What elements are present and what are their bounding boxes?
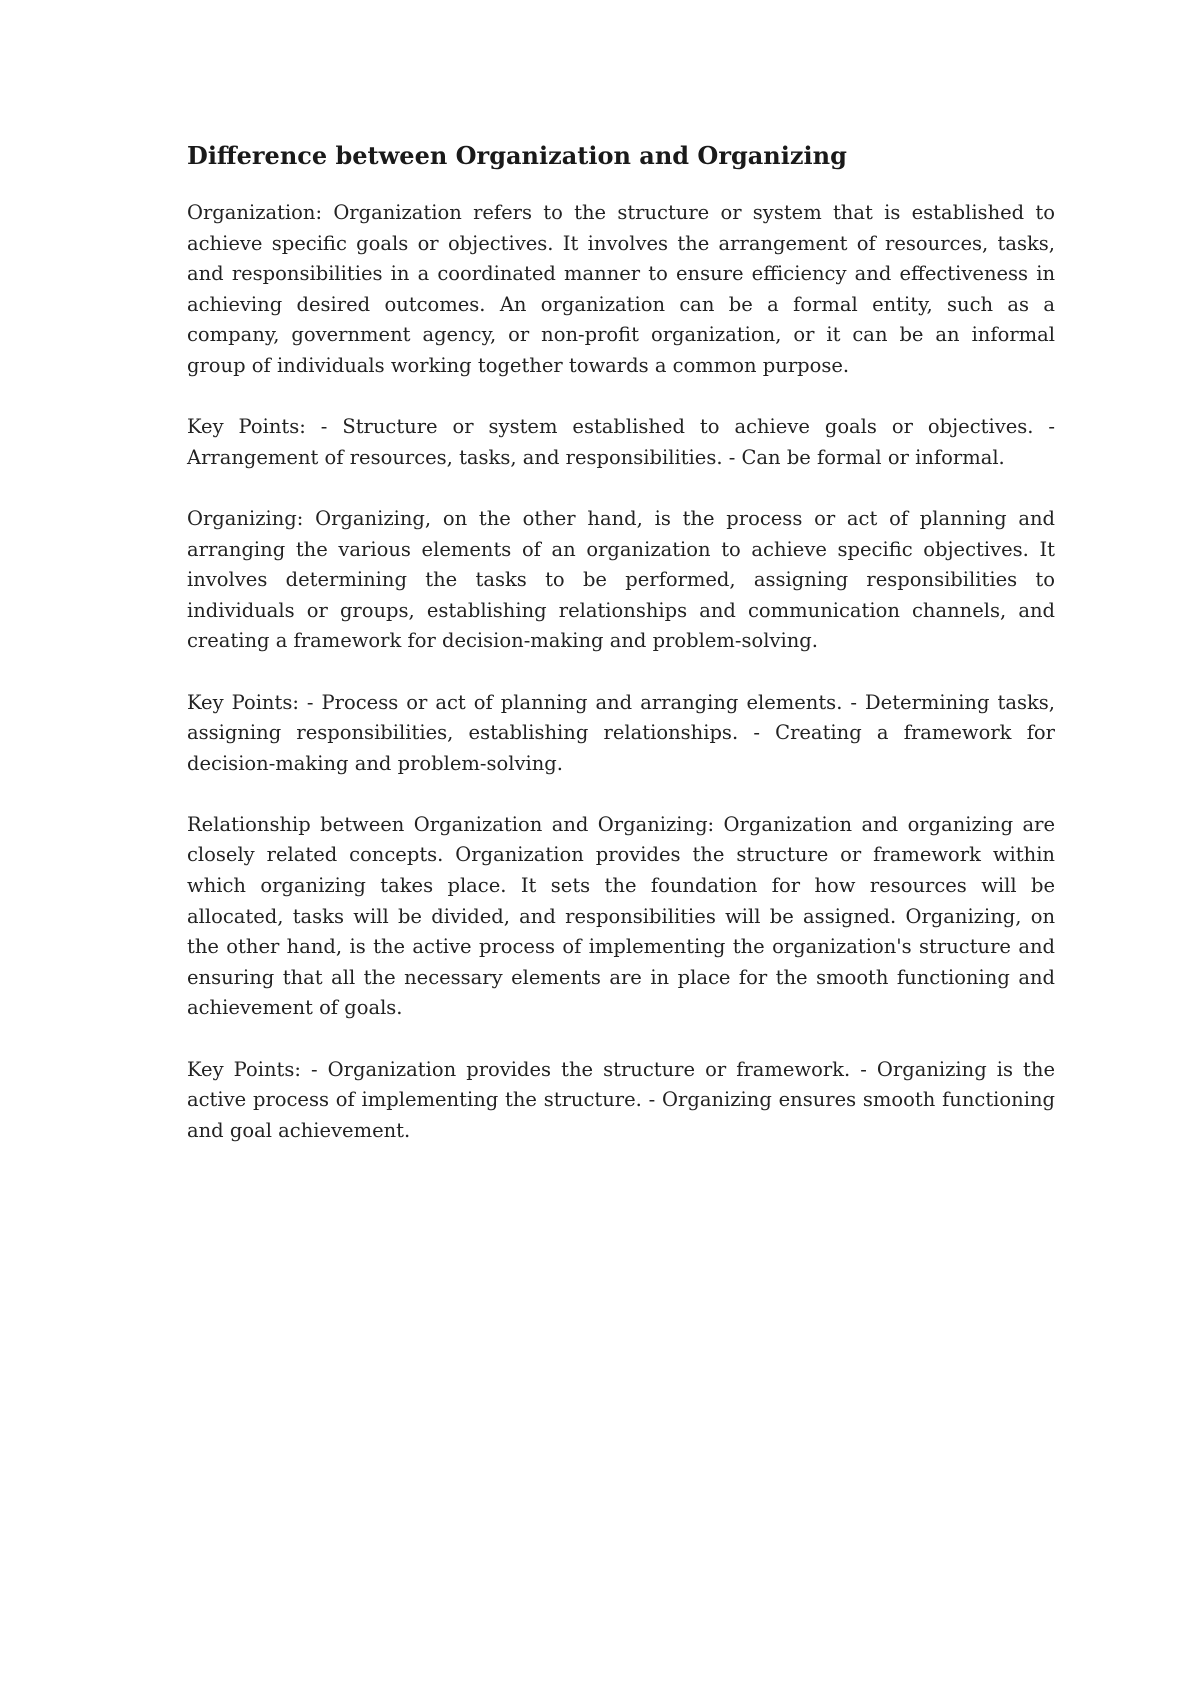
paragraph-organization-key-points: Key Points: - Structure or system established to achieve goals or objectives. - Arrangement of resources, tasks, and responsibilities. - Can be formal or informal. xyxy=(187,415,1055,469)
paragraph-relationship-key-points: Key Points: - Organization provides the structure or framework. - Organizing is the active process of implementing the structure. - Organizing ensures smooth functioning and goal achievement. xyxy=(187,1057,1055,1142)
paragraph-organizing-key-points: Key Points: - Process or act of planning and arranging elements. - Determining tasks, assigning responsibilities, establishing relationships. - Creating a framework for decision-making and problem-solving. xyxy=(187,690,1055,775)
paragraph-relationship: Relationship between Organization and Organizing: Organization and organizing are closely related concepts. Organization provides the structure or framework within which organizing takes place. It sets the foundation for how resources will be allocated, tasks will be divided, and responsibilities will be assigned. Organizing, on the other hand, is the active process of implementing the organization's structure and ensuring that all the necessary elements are in place for the smooth functioning and achievement of goals. xyxy=(187,812,1055,1020)
paragraph-organizing-definition: Organizing: Organizing, on the other hand, is the process or act of planning and arranging the various elements of an organization to achieve specific objectives. It involves determining the tasks to be performed, assigning responsibilities to individuals or groups, establishing relationships and communication channels, and creating a framework for decision-making and problem-solving. xyxy=(187,506,1055,653)
document-title: Difference between Organization and Organizing xyxy=(187,141,847,170)
paragraph-organization-definition: Organization: Organization refers to the structure or system that is established to achieve specific goals or objectives. It involves the arrangement of resources, tasks, and responsibilities in a coordinated manner to ensure efficiency and effectiveness in achieving desired outcomes. An organization can be a formal entity, such as a company, government agency, or non-profit organization, or it can be an informal group of individuals working together towards a common purpose. xyxy=(187,201,1055,377)
document-page xyxy=(187,140,1055,1177)
